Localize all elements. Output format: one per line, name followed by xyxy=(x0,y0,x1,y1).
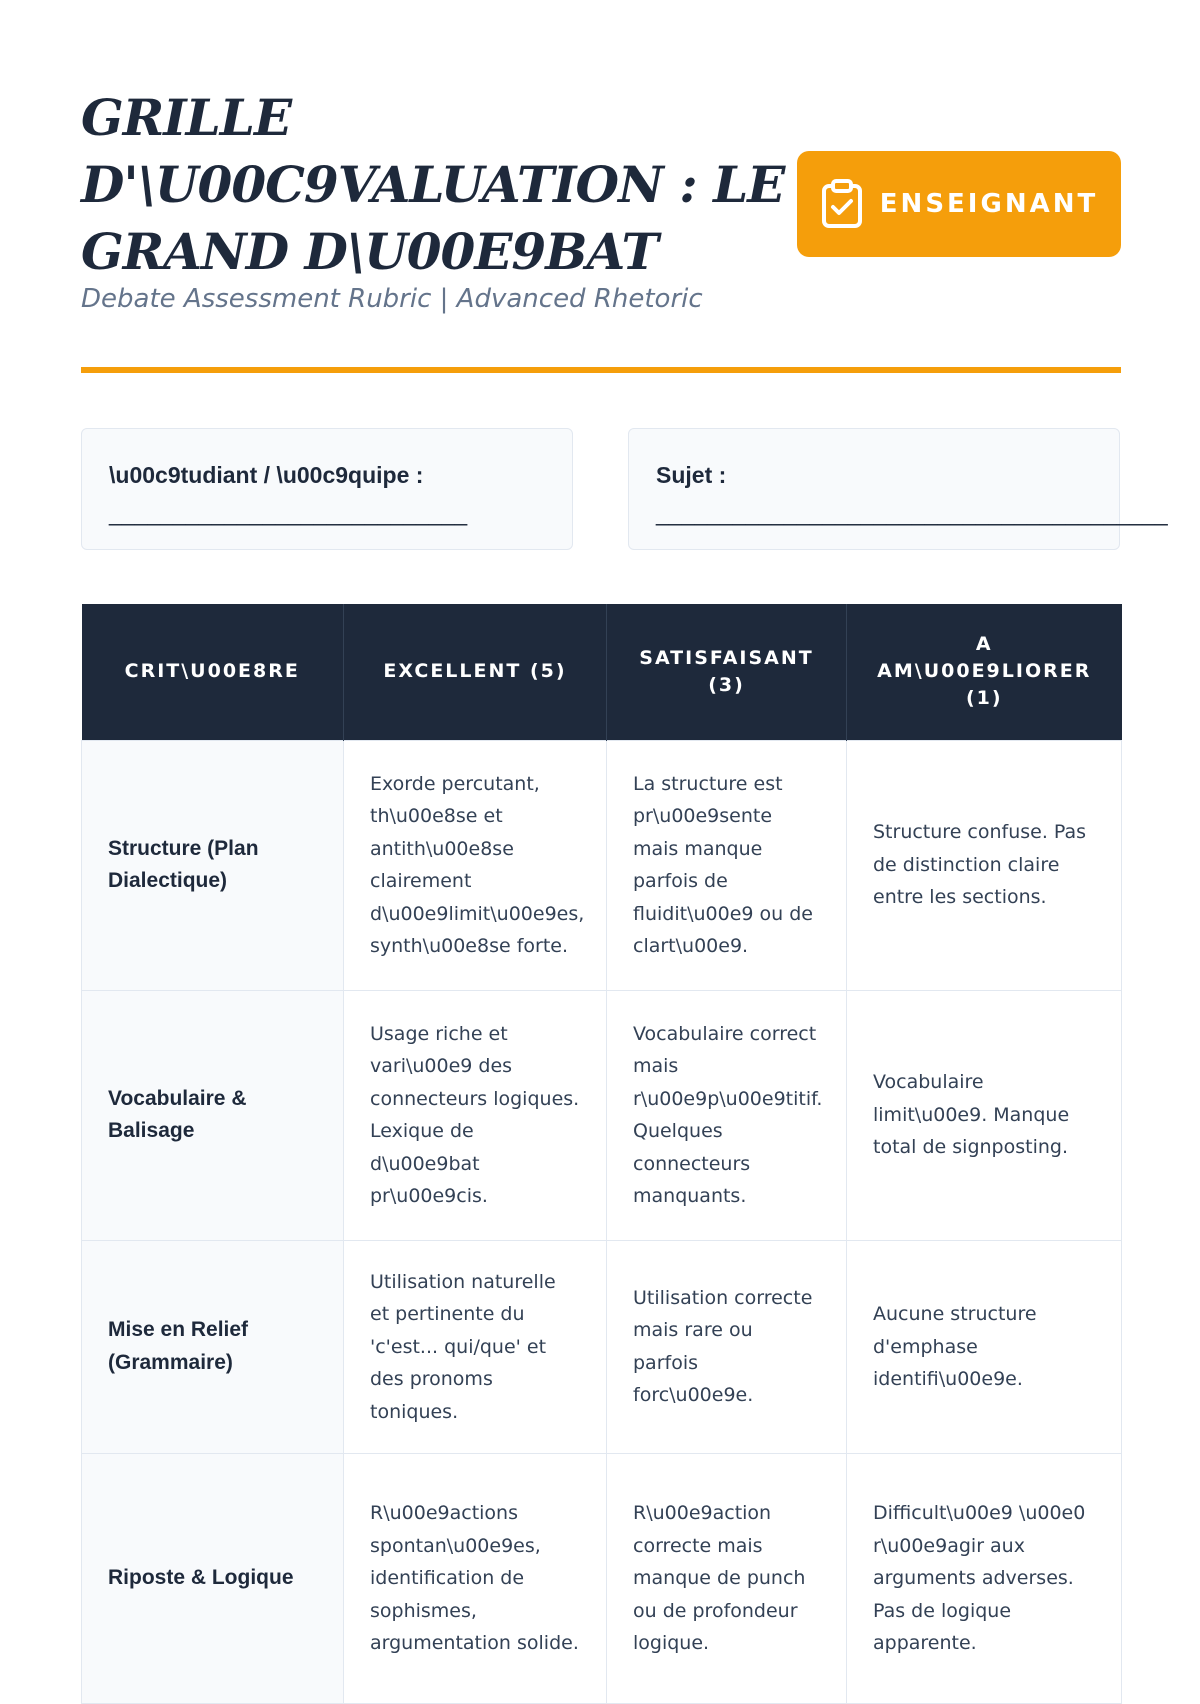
column-header-excellent: EXCELLENT (5) xyxy=(344,604,607,740)
teacher-badge-label: ENSEIGNANT xyxy=(879,189,1099,219)
excellent-cell: R\u00e9actions spontan\u00e9es, identification de sophismes, argumentation solide. xyxy=(344,1454,607,1704)
header-divider xyxy=(81,367,1121,373)
criterion-cell: Structure (Plan Dialectique) xyxy=(82,740,344,990)
info-fields xyxy=(81,428,1168,550)
table-row xyxy=(82,1240,1122,1454)
satisfaisant-cell: Vocabulaire correct mais r\u00e9p\u00e9titif. Quelques connecteurs manquants. xyxy=(607,990,847,1240)
column-header-satisfaisant: SATISFAISANT (3) xyxy=(607,604,847,740)
column-header-ameliorer: A AM\U00E9LIORER (1) xyxy=(847,604,1122,740)
ameliorer-cell: Difficult\u00e9 \u00e0 r\u00e9agir aux arguments adverses. Pas de logique apparente. xyxy=(847,1454,1122,1704)
page-title: GRILLE D'\U00C9VALUATION : LE GRAND D\U00E9BAT xyxy=(81,88,785,281)
excellent-cell: Utilisation naturelle et pertinente du 'c'est... qui/que' et des pronoms toniques. xyxy=(344,1240,607,1454)
excellent-cell: Exorde percutant, th\u00e8se et antith\u00e8se clairement d\u00e9limit\u00e9es, synth\u00e8se forte. xyxy=(344,740,607,990)
criterion-cell: Vocabulaire & Balisage xyxy=(82,990,344,1240)
ameliorer-cell: Aucune structure d'emphase identifi\u00e9e. xyxy=(847,1240,1122,1454)
satisfaisant-cell: La structure est pr\u00e9sente mais manque parfois de fluidit\u00e9 ou de clart\u00e9. xyxy=(607,740,847,990)
satisfaisant-cell: R\u00e9action correcte mais manque de punch ou de profondeur logique. xyxy=(607,1454,847,1704)
student-field-card xyxy=(81,428,573,550)
table-row xyxy=(82,740,1122,990)
student-field-line[interactable]: ____________________________ xyxy=(109,500,468,526)
ameliorer-cell: Vocabulaire limit\u00e9. Manque total de signposting. xyxy=(847,990,1122,1240)
table-row xyxy=(82,990,1122,1240)
table-header-row xyxy=(82,604,1122,740)
table-row xyxy=(82,1454,1122,1704)
criterion-cell: Riposte & Logique xyxy=(82,1454,344,1704)
subject-field-card xyxy=(628,428,1168,550)
rubric-page xyxy=(81,0,1168,1655)
subject-field-line[interactable]: ________________________________________ xyxy=(656,500,1168,526)
excellent-cell: Usage riche et vari\u00e9 des connecteurs logiques. Lexique de d\u00e9bat pr\u00e9cis. xyxy=(344,990,607,1240)
criterion-cell: Mise en Relief (Grammaire) xyxy=(82,1240,344,1454)
student-field-label: \u00c9tudiant / \u00c9quipe : xyxy=(109,462,424,488)
page-header xyxy=(81,0,1121,372)
subject-field-label: Sujet : xyxy=(656,462,727,488)
satisfaisant-cell: Utilisation correcte mais rare ou parfois forc\u00e9e. xyxy=(607,1240,847,1454)
column-header-criterion: CRIT\U00E8RE xyxy=(82,604,344,740)
clipboard-check-icon xyxy=(820,179,864,229)
ameliorer-cell: Structure confuse. Pas de distinction claire entre les sections. xyxy=(847,740,1122,990)
page-subtitle: Debate Assessment Rubric | Advanced Rhetoric xyxy=(81,284,703,314)
teacher-badge xyxy=(797,151,1121,257)
rubric-table xyxy=(81,604,1122,1704)
